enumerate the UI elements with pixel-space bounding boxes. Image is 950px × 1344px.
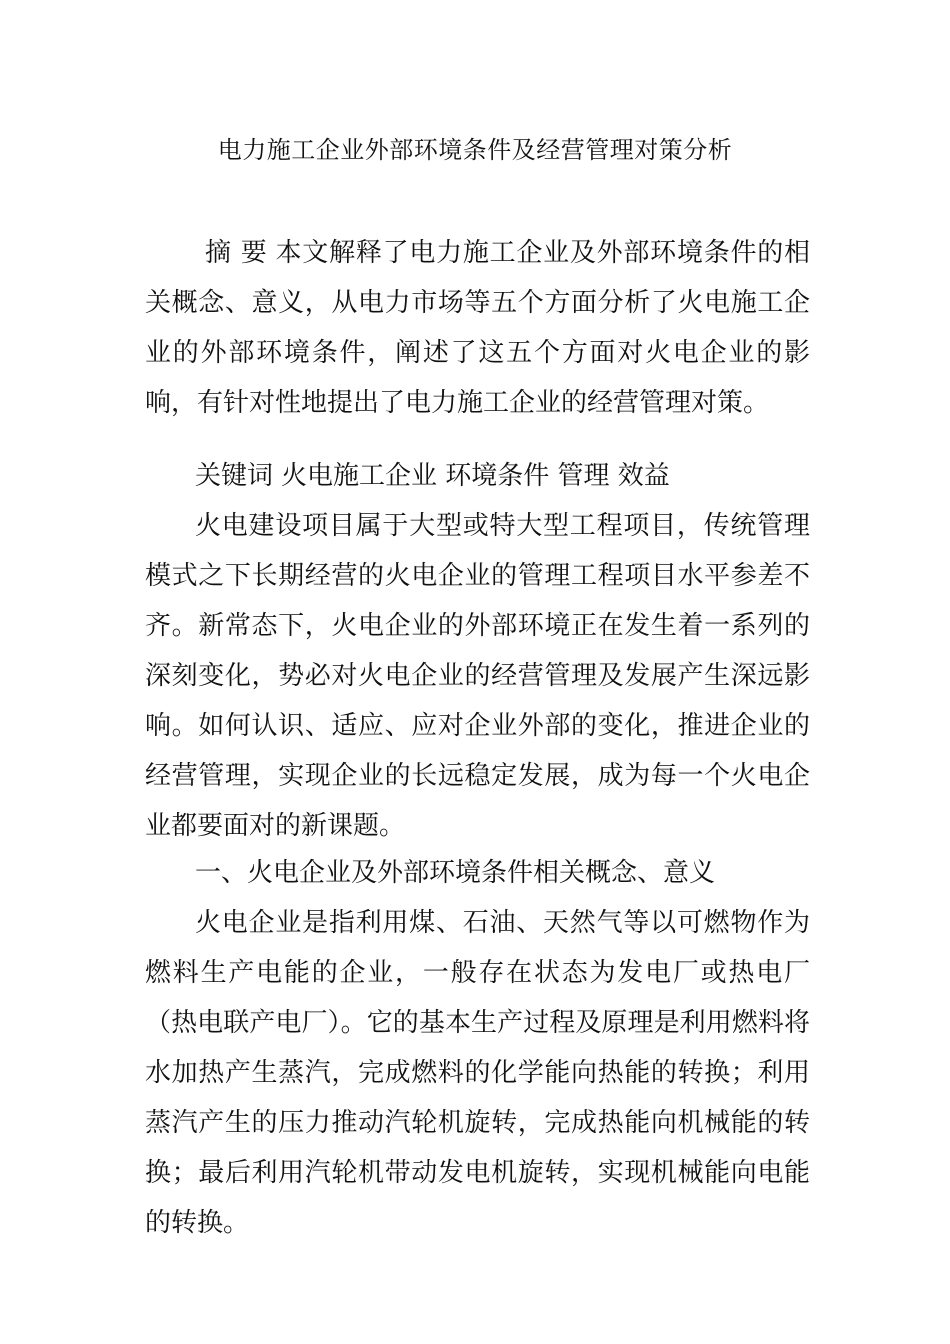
abstract-label: 摘 要 bbox=[205, 238, 268, 268]
section-heading: 一、火电企业及外部环境条件相关概念、意义 bbox=[195, 858, 716, 888]
keywords-text: 火电施工企业 环境条件 管理 效益 bbox=[281, 461, 670, 491]
section-paragraph: 火电企业是指利用煤、石油、天然气等以可燃物作为燃料生产电能的企业，一般存在状态为发电厂或热电厂（热电联产电厂）。它的基本生产过程及原理是利用燃料将水加热产生蒸汽，完成燃料的化学能向热能的转换；利用蒸汽产生的压力推动汽轮机旋转，完成热能向机械能的转换；最后利用汽轮机带动发电机旋转，实现机械能向电能的转换。 bbox=[145, 908, 810, 1238]
intro-paragraph: 火电建设项目属于大型或特大型工程项目，传统管理模式之下长期经营的火电企业的管理工程项目水平参差不齐。新常态下，火电企业的外部环境正在发生着一系列的深刻变化，势必对火电企业的经营管理及发展产生深远影响。如何认识、适应、应对企业外部的变化，推进企业的经营管理，实现企业的长远稳定发展，成为每一个火电企业都要面对的新课题。 bbox=[145, 511, 810, 841]
abstract-text: 本文解释了电力施工企业及外部环境条件的相关概念、意义，从电力市场等五个方面分析了火电施工企业的外部环境条件，阐述了这五个方面对火电企业的影响，有针对性地提出了电力施工企业的经营管理对策。 bbox=[145, 238, 810, 418]
abstract-paragraph bbox=[145, 228, 810, 428]
keywords-label: 关键词 bbox=[195, 461, 274, 491]
document-title: 电力施工企业外部环境条件及经营管理对策分析 bbox=[217, 136, 733, 164]
keywords-line bbox=[145, 451, 810, 501]
